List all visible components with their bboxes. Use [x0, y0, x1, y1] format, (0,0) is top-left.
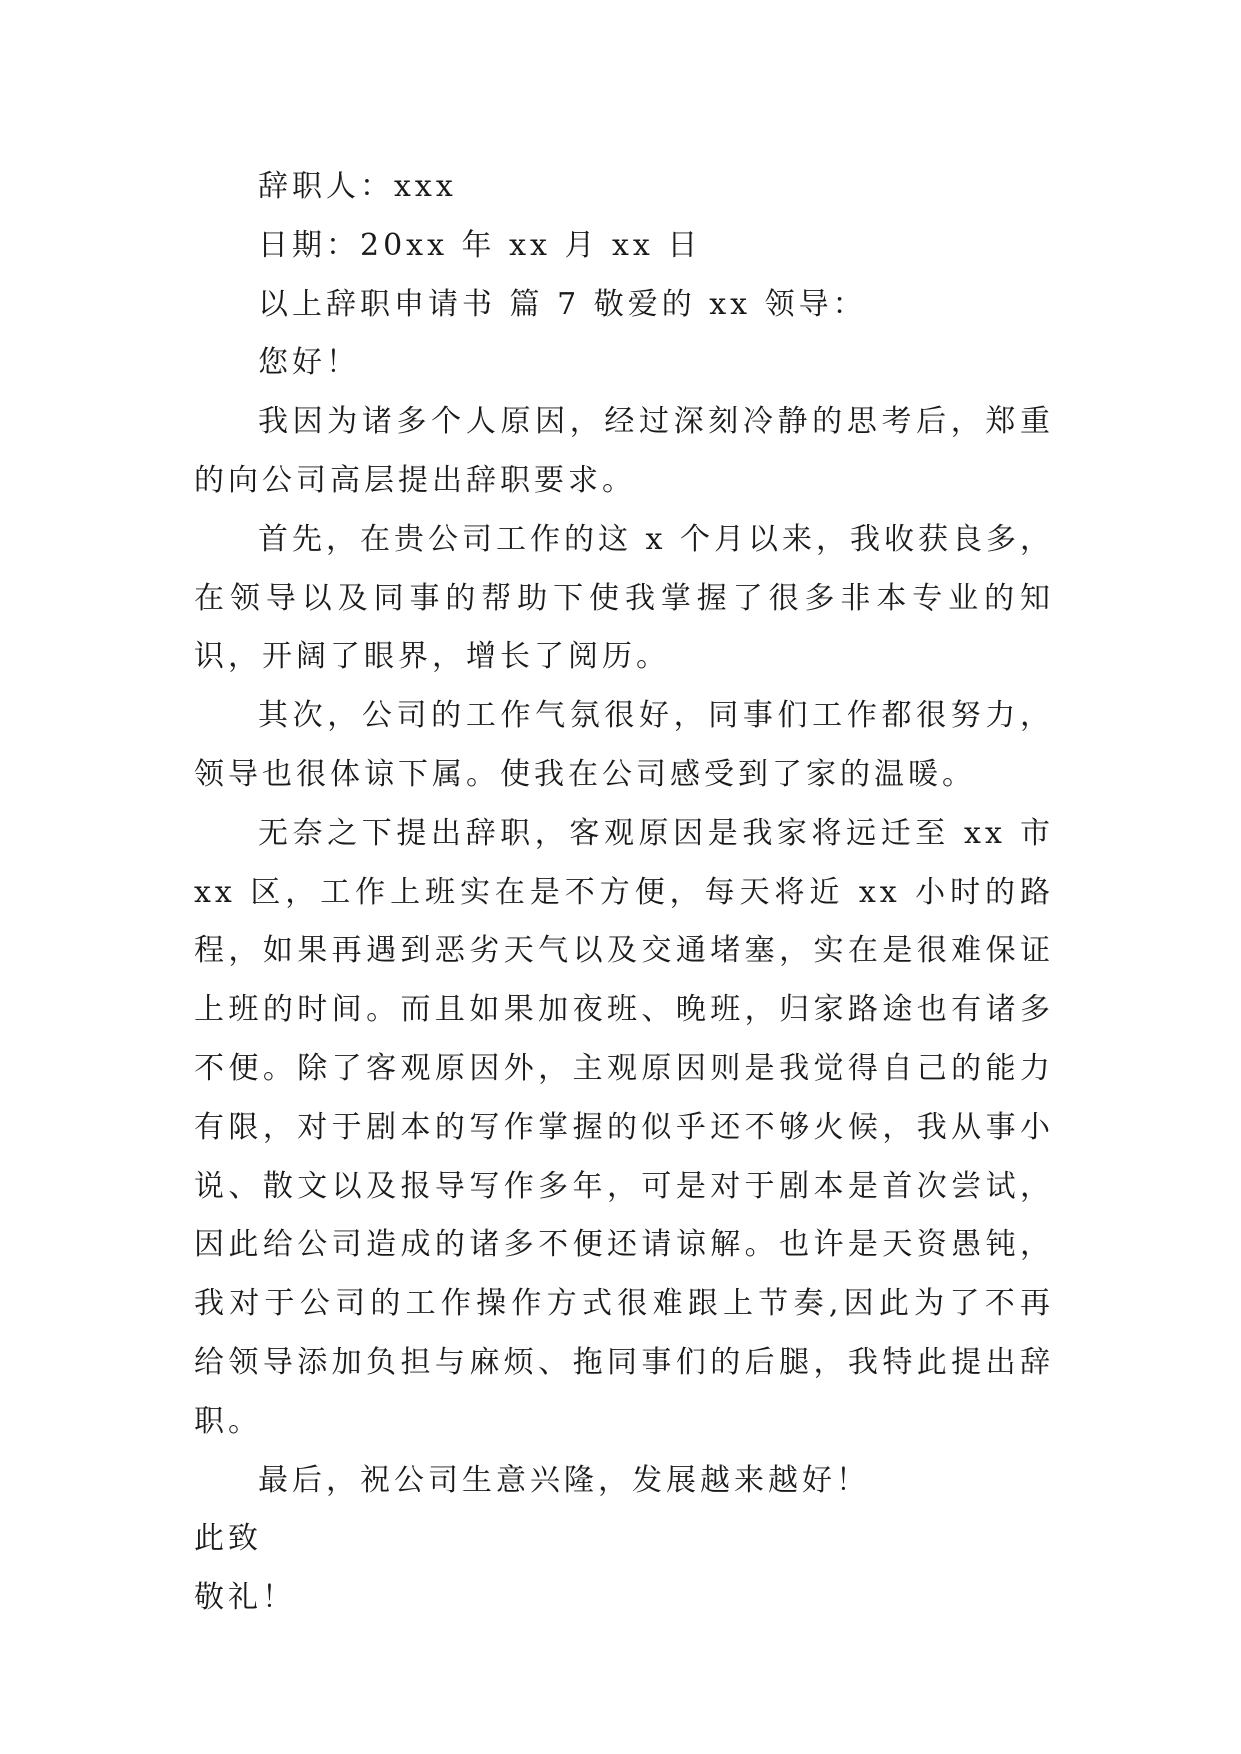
closing-regards: 敬礼！ — [194, 1580, 296, 1616]
date-line: 日期：20xx 年 xx 月 xx 日 — [258, 227, 702, 263]
closing-salutation: 此致 — [194, 1521, 262, 1557]
resigner-line: 辞职人：xxx — [258, 169, 457, 204]
closing-wish: 最后，祝公司生意兴隆，发展越来越好！ — [258, 1462, 870, 1498]
body-paragraph: 无奈之下提出辞职，客观原因是我家将远迁至 xx 市 xx 区，工作上班实在是不方便，每天将近 xx 小时的路程，如果再遇到恶劣天气以及交通堵塞，实在是很难保证上班的时间。而且如果加夜班、晚班，归家路途也有诸多不便。除了客观原因外，主观原因则是我觉得自己的能力有限，对于剧本的写作掌握的似乎还不够火候，我从事小说、散文以及报导写作多年，可是对于剧本是首次尝试，因此给公司造成的诸多不便还请谅解。也许是天资愚钝，我对于公司的工作操作方式很难跟上节奏,因此为了不再给领导添加负担与麻烦、拖同事们的后腿，我特此提出辞职。 — [194, 815, 1054, 1439]
body-paragraph: 其次，公司的工作气氛很好，同事们工作都很努力，领导也很体谅下属。使我在公司感受到了家的温暖。 — [194, 698, 1054, 792]
body-paragraph: 我因为诸多个人原因，经过深刻冷静的思考后，郑重的向公司高层提出辞职要求。 — [194, 404, 1054, 498]
body-paragraph: 首先，在贵公司工作的这 x 个月以来，我收获良多，在领导以及同事的帮助下使我掌握了很多非本专业的知识，开阔了眼界，增长了阅历。 — [194, 521, 1054, 675]
heading-line: 以上辞职申请书 篇 7 敬爱的 xx 领导： — [258, 286, 867, 322]
greeting-line: 您好！ — [258, 345, 360, 381]
document-body — [194, 158, 1054, 1628]
